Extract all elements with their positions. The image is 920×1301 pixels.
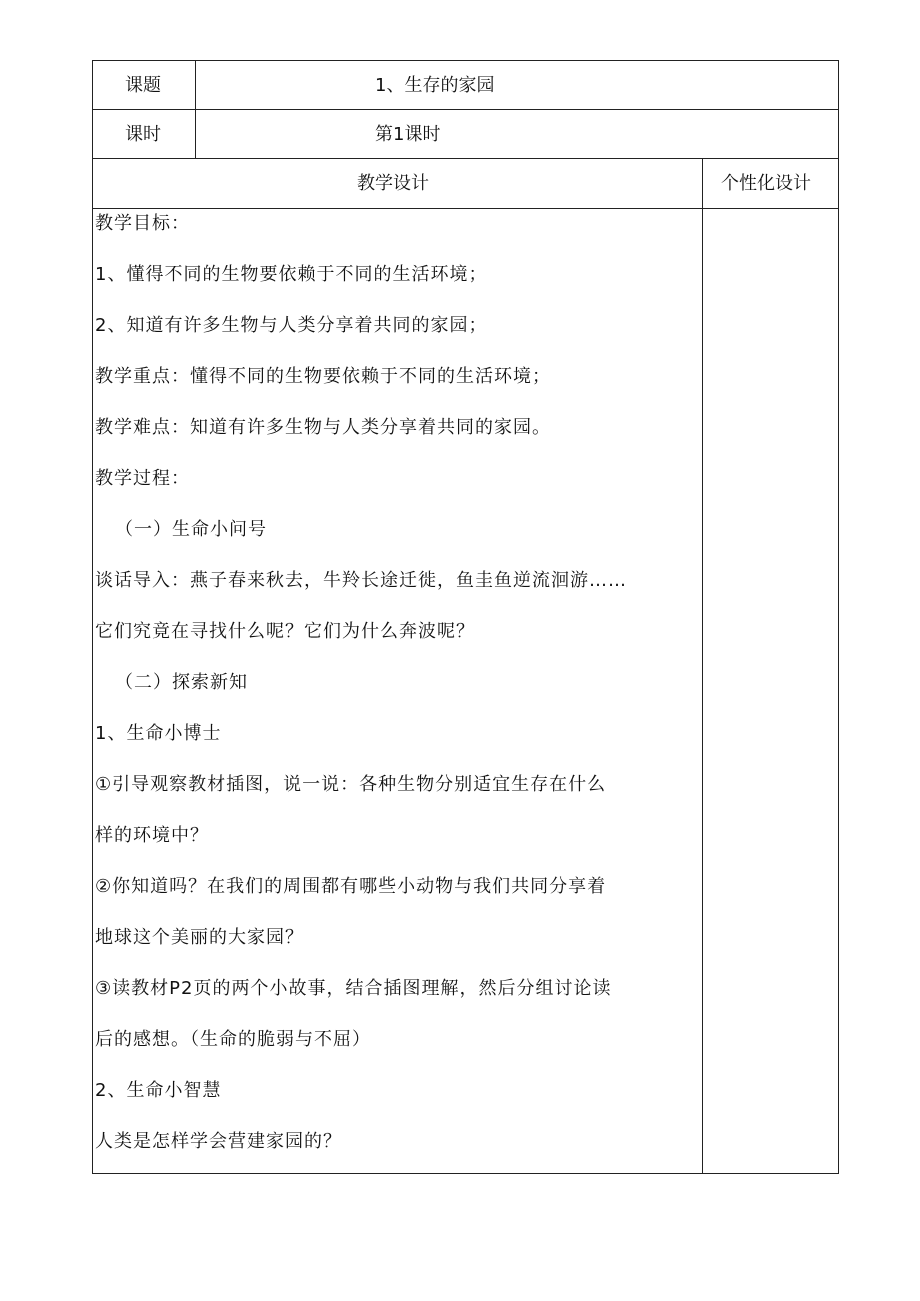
content-line: 教学过程： [95,468,190,489]
row-divider [93,109,838,110]
content-line: ②你知道吗？在我们的周围都有哪些小动物与我们共同分享着 [95,876,607,897]
content-line: 谈话导入：燕子春来秋去，牛羚长途迁徙，鱼圭鱼逆流洄游…… [95,570,627,591]
content-line: 1、懂得不同的生物要依赖于不同的生活环境； [95,264,488,285]
design-column-header: 教学设计 [357,173,429,194]
content-line: 1、生命小博士 [95,723,222,744]
content-line: 2、生命小智慧 [95,1080,222,1101]
content-line: 后的感想。（生命的脆弱与不屈） [95,1029,371,1050]
topic-value: 1、生存的家园 [375,75,495,96]
row-divider [93,208,838,209]
content-line: ①引导观察教材插图，说一说：各种生物分别适宜生存在什么 [95,774,607,795]
content-line: 地球这个美丽的大家园？ [95,927,304,948]
content-line: （一）生命小问号 [115,519,267,540]
content-line: 教学难点：知道有许多生物与人类分享着共同的家园。 [95,417,551,438]
personal-column-header: 个性化设计 [721,173,811,194]
period-value: 第1课时 [375,124,441,145]
content-line: ③读教材P2页的两个小故事，结合插图理解，然后分组讨论读 [95,978,612,999]
content-line: 2、知道有许多生物与人类分享着共同的家园； [95,315,488,336]
label-column-divider [195,61,196,158]
row-divider [93,158,838,159]
period-label: 课时 [125,124,161,145]
topic-label: 课题 [125,75,161,96]
content-line: 教学目标： [95,213,190,234]
content-line: 它们究竟在寻找什么呢？它们为什么奔波呢？ [95,621,475,642]
lesson-plan-table [92,60,839,1174]
personal-column-divider [702,158,703,1174]
content-line: （二）探索新知 [115,672,248,693]
content-line: 教学重点：懂得不同的生物要依赖于不同的生活环境； [95,366,551,387]
content-line: 人类是怎样学会营建家园的？ [95,1131,342,1152]
content-line: 样的环境中？ [95,825,209,846]
